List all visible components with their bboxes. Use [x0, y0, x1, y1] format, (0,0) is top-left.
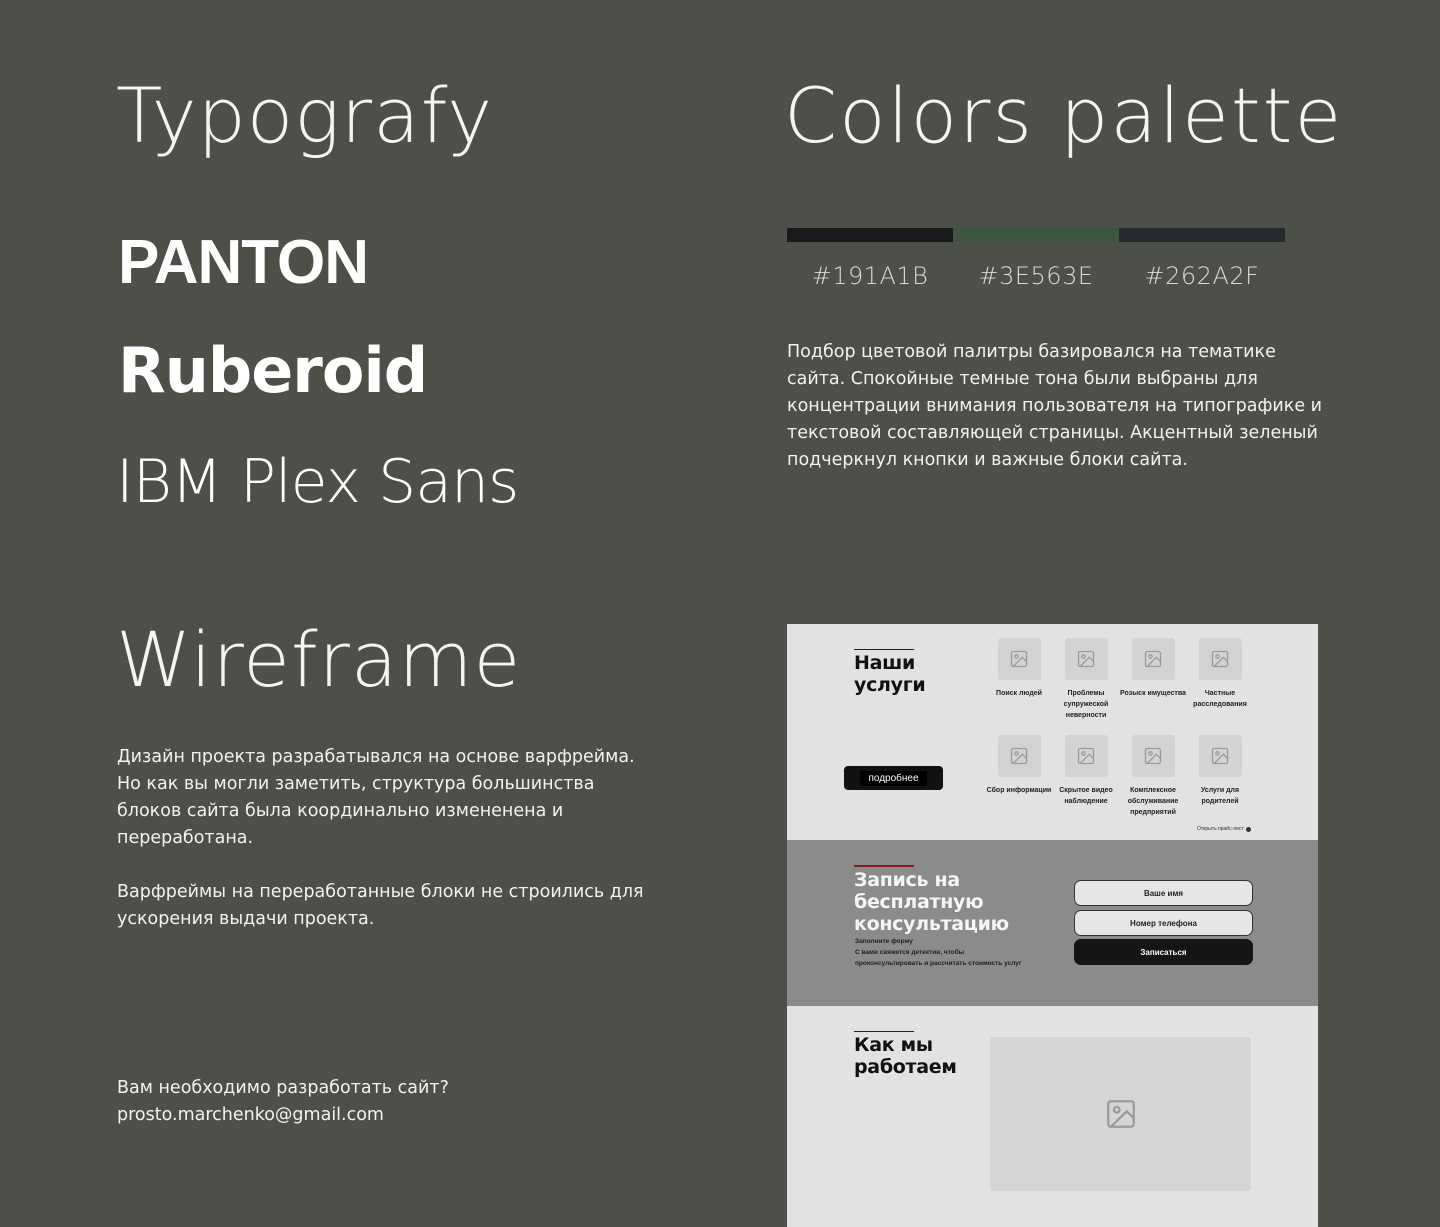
wireframe-description-1: Дизайн проекта разрабатывался на основе варфрейма. Но как вы могли заметить, структура большинства блоков сайта была координально измененена и переработана. [117, 747, 635, 848]
phone-input[interactable]: Номер телефона [1074, 910, 1253, 936]
image-placeholder-icon [1199, 735, 1242, 777]
service-label: Сбор информации [986, 787, 1052, 794]
consult-sub-2: С вами свяжется детектив, чтобы [855, 949, 965, 956]
image-placeholder-large [990, 1037, 1251, 1191]
consult-subtext [855, 936, 1022, 969]
color-swatch-labels [787, 262, 1285, 290]
service-item[interactable] [1053, 735, 1119, 807]
how-heading-line [854, 1031, 914, 1032]
image-placeholder-icon [998, 638, 1041, 680]
mockup-services-section [787, 624, 1318, 840]
colors-palette-title: Colors palette [784, 71, 1344, 160]
image-placeholder-icon [998, 735, 1041, 777]
how-heading-line2: работаем [854, 1056, 957, 1078]
consult-heading-line1: Запись на [854, 869, 960, 891]
image-placeholder-icon [1065, 735, 1108, 777]
service-label: Комплексное обслуживание предприятий [1127, 787, 1179, 816]
service-label: Частные расследования [1193, 690, 1247, 708]
color-swatch-bar [787, 228, 1285, 242]
service-item[interactable] [986, 735, 1052, 796]
consult-heading-line [854, 865, 914, 867]
consult-sub-3: проконсультировать и рассчитать стоимость услуг [855, 960, 1022, 967]
mockup-how-we-work-section [787, 1006, 1318, 1227]
color-hex-1: #191A1B [811, 262, 929, 290]
consult-heading-line2: бесплатную [854, 891, 984, 913]
wireframe-title: Wireframe [116, 615, 522, 704]
consult-heading [854, 869, 1009, 935]
service-item[interactable] [1187, 735, 1253, 807]
contact-email-link[interactable]: prosto.marchenko@gmail.com [117, 1105, 384, 1125]
service-item[interactable] [986, 638, 1052, 699]
image-placeholder-icon [1199, 638, 1242, 680]
service-item[interactable] [1120, 735, 1186, 818]
image-placeholder-icon [1065, 638, 1108, 680]
typography-title: Typografy [116, 71, 494, 160]
font-sample-ruberoid: Ruberoid [118, 334, 428, 407]
mockup-consultation-section [787, 840, 1318, 1006]
service-label: Услуги для родителей [1200, 787, 1240, 805]
consult-sub-1: Заполните форму [855, 938, 913, 945]
color-hex-3: #262A2F [1144, 262, 1260, 290]
services-heading-line1: Наши [854, 652, 916, 674]
color-hex-2: #3E563E [978, 262, 1094, 290]
service-label: Розыск имущества [1120, 690, 1186, 697]
image-placeholder-icon [1104, 1097, 1138, 1131]
colors-description: Подбор цветовой палитры базировался на тематике сайта. Спокойные темные тона были выбраны для концентрации внимания пользователя на типографике и текстовой составляющей страницы. Акцентный зеленый подчеркнул кнопки и важные блоки сайта. [787, 342, 1323, 470]
pricelist-link[interactable] [1197, 826, 1251, 832]
font-sample-panton: PANTON [118, 228, 369, 297]
how-heading [854, 1034, 957, 1078]
consult-heading-line3: консультацию [854, 913, 1009, 935]
image-placeholder-icon [1132, 735, 1175, 777]
arrow-icon [1246, 827, 1251, 832]
color-swatch-1 [787, 228, 953, 242]
service-item[interactable] [1187, 638, 1253, 710]
service-label: Поиск людей [996, 690, 1042, 697]
font-sample-ibm-plex-sans: IBM Plex Sans [116, 447, 519, 517]
services-heading-line2: услуги [854, 674, 926, 696]
contact-question: Вам необходимо разработать сайт? [117, 1078, 449, 1098]
wireframe-description-2: Варфреймы на переработанные блоки не строились для ускорения выдачи проекта. [117, 882, 644, 929]
service-item[interactable] [1053, 638, 1119, 721]
service-label: Проблемы супружеской неверности [1063, 690, 1109, 719]
image-placeholder-icon [1132, 638, 1175, 680]
color-swatch-3 [1119, 228, 1285, 242]
pricelist-label: Открыть прайс-лист [1197, 826, 1244, 832]
more-button-label: подробнее [860, 771, 926, 786]
contact-block [117, 1075, 647, 1129]
wireframe-mockup [787, 624, 1318, 1227]
color-swatch-2 [953, 228, 1119, 242]
submit-button[interactable]: Записаться [1074, 939, 1253, 965]
services-heading [854, 652, 925, 696]
name-input[interactable]: Ваше имя [1074, 880, 1253, 906]
services-heading-line [854, 649, 914, 650]
how-heading-line1: Как мы [854, 1034, 933, 1056]
more-button[interactable] [844, 766, 943, 790]
service-label: Скрытое видео наблюдение [1059, 787, 1113, 805]
service-item[interactable] [1120, 638, 1186, 699]
